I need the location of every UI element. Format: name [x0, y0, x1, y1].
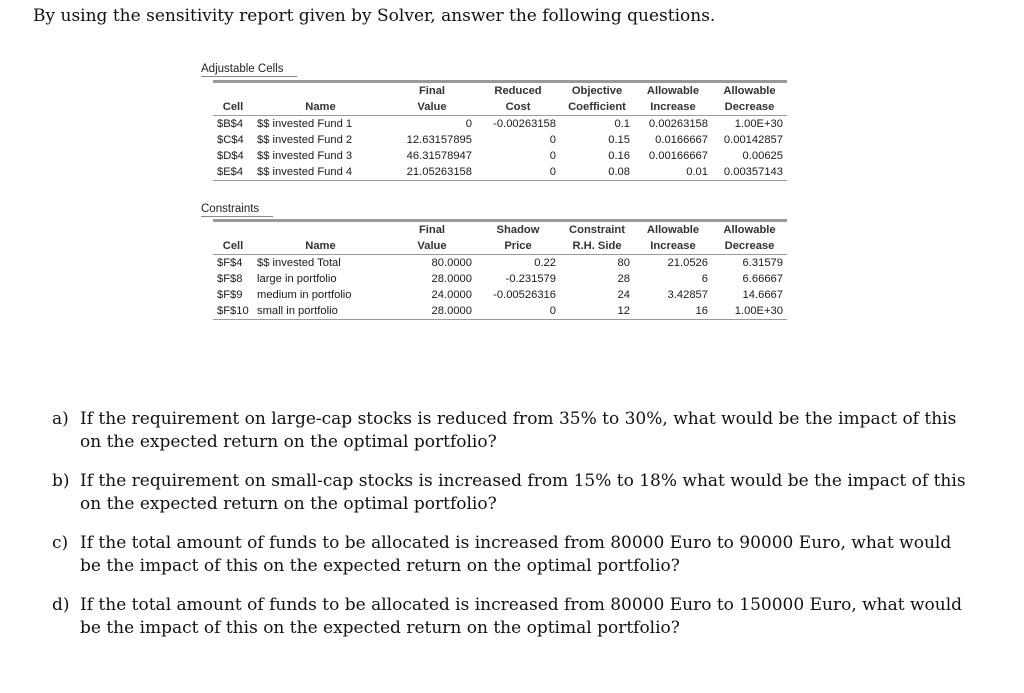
header-decrease: Decrease	[712, 238, 787, 255]
shadow-price: -0.00526316	[493, 289, 556, 301]
table-row	[213, 164, 787, 181]
header-price: Price	[476, 238, 560, 255]
reduced-cost: -0.00263158	[493, 118, 556, 130]
question-label: b)	[52, 471, 70, 491]
final-value: 12.63157895	[406, 134, 472, 146]
objective-coefficient: 0.15	[608, 134, 630, 146]
header-shadow: Shadow	[476, 221, 560, 239]
question-d	[52, 594, 972, 640]
header-objective: Objective	[560, 82, 634, 100]
header-name: Name	[253, 238, 388, 255]
header-top	[213, 221, 253, 239]
allowable-decrease: 6.31579	[742, 257, 783, 269]
reduced-cost: 0	[549, 150, 556, 162]
constraints-label: Constraints	[201, 203, 273, 217]
adjustable-cells-table	[213, 80, 787, 181]
table-row	[213, 116, 787, 133]
allowable-decrease: 0.00142857	[723, 134, 783, 146]
adjustable-cells-label: Adjustable Cells	[201, 63, 297, 77]
header-top	[253, 82, 388, 100]
table-row	[213, 287, 787, 303]
instructions-text: By using the sensitivity report given by Solver, answer the following questions.	[33, 6, 716, 26]
objective-coefficient: 0.08	[560, 164, 634, 181]
header-rh-side: R.H. Side	[560, 238, 634, 255]
final-value: 28.0000	[431, 273, 472, 285]
header-constraint: Constraint	[560, 221, 634, 239]
header-allowable: Allowable	[712, 221, 787, 239]
final-value: 24.0000	[431, 289, 472, 301]
cell-ref: $B$4	[217, 118, 244, 130]
header-final: Final	[388, 221, 476, 239]
allowable-increase: 0.01	[634, 164, 712, 181]
header-cell: Cell	[213, 238, 253, 255]
constraint-rhs: 12	[560, 303, 634, 320]
allowable-increase: 21.0526	[667, 257, 708, 269]
allowable-increase: 16	[634, 303, 712, 320]
header-cost: Cost	[476, 99, 560, 116]
final-value: 80.0000	[431, 257, 472, 269]
constraints-table	[213, 219, 787, 320]
cell-name: medium in portfolio	[257, 289, 352, 301]
cell-ref: $D$4	[217, 150, 244, 162]
allowable-decrease: 14.6667	[742, 289, 783, 301]
allowable-increase: 0.0166667	[655, 134, 708, 146]
reduced-cost: 0	[549, 134, 556, 146]
question-label: a)	[52, 409, 69, 429]
header-decrease: Decrease	[712, 99, 787, 116]
question-label: d)	[52, 595, 70, 615]
header-increase: Increase	[634, 238, 712, 255]
header-final: Final	[388, 82, 476, 100]
header-reduced: Reduced	[476, 82, 560, 100]
header-cell: Cell	[213, 99, 253, 116]
header-value: Value	[388, 99, 476, 116]
cell-name: $$ invested Fund 3	[257, 150, 353, 162]
table-row	[213, 148, 787, 164]
question-c	[52, 532, 972, 578]
cell-name: $$ invested Fund 1	[257, 118, 353, 130]
allowable-decrease: 0.00625	[742, 150, 783, 162]
cell-ref: $F$8	[217, 273, 243, 285]
allowable-increase: 3.42857	[667, 289, 708, 301]
cell-ref: $E$4	[213, 164, 253, 181]
header-coefficient: Coefficient	[560, 99, 634, 116]
final-value: 28.0000	[388, 303, 476, 320]
cell-name: large in portfolio	[257, 273, 337, 285]
reduced-cost: 0	[476, 164, 560, 181]
question-b	[52, 470, 972, 516]
table-row	[213, 132, 787, 148]
cell-name: $$ invested Total	[257, 257, 341, 269]
allowable-decrease: 6.66667	[742, 273, 783, 285]
header-allowable: Allowable	[634, 82, 712, 100]
allowable-decrease: 1.00E+30	[734, 118, 783, 130]
shadow-price: 0	[476, 303, 560, 320]
question-a	[52, 408, 972, 454]
constraint-rhs: 80	[617, 257, 630, 269]
question-text: If the total amount of funds to be allocated is increased from 80000 Euro to 90000 Euro, what would be the impact of this on the expected return on the optimal portfolio?	[80, 533, 952, 576]
table-row	[213, 303, 787, 320]
header-top	[253, 221, 388, 239]
allowable-decrease: 1.00E+30	[712, 303, 787, 320]
cell-ref: $F$9	[217, 289, 243, 301]
cell-name: $$ invested Fund 2	[257, 134, 353, 146]
constraint-rhs: 28	[617, 273, 630, 285]
cell-ref: $C$4	[217, 134, 244, 146]
header-allowable: Allowable	[634, 221, 712, 239]
header-top	[213, 82, 253, 100]
question-text: If the total amount of funds to be allocated is increased from 80000 Euro to 150000 Euro, what would be the impact of this on the expected return on the optimal portfolio?	[80, 595, 963, 638]
question-text: If the requirement on large-cap stocks is reduced from 35% to 30%, what would be the impact of this on the expected return on the optimal portfolio?	[80, 409, 957, 452]
table-row	[213, 255, 787, 272]
cell-ref: $F$4	[217, 257, 243, 269]
header-allowable: Allowable	[712, 82, 787, 100]
header-value: Value	[388, 238, 476, 255]
objective-coefficient: 0.1	[614, 118, 630, 130]
final-value: 0	[465, 118, 472, 130]
allowable-increase: 6	[701, 273, 708, 285]
allowable-decrease: 0.00357143	[712, 164, 787, 181]
cell-name: small in portfolio	[253, 303, 388, 320]
header-name: Name	[253, 99, 388, 116]
final-value: 21.05263158	[388, 164, 476, 181]
question-label: c)	[52, 533, 69, 553]
question-list	[52, 408, 972, 656]
constraint-rhs: 24	[617, 289, 630, 301]
shadow-price: 0.22	[534, 257, 556, 269]
cell-name: $$ invested Fund 4	[253, 164, 388, 181]
allowable-increase: 0.00166667	[648, 150, 708, 162]
question-text: If the requirement on small-cap stocks is increased from 15% to 18% what would be the impact of this on the expected return on the optimal portfolio?	[80, 471, 966, 514]
allowable-increase: 0.00263158	[648, 118, 708, 130]
header-increase: Increase	[634, 99, 712, 116]
objective-coefficient: 0.16	[608, 150, 630, 162]
final-value: 46.31578947	[406, 150, 472, 162]
table-row	[213, 271, 787, 287]
shadow-price: -0.231579	[505, 273, 556, 285]
cell-ref: $F$10	[213, 303, 253, 320]
